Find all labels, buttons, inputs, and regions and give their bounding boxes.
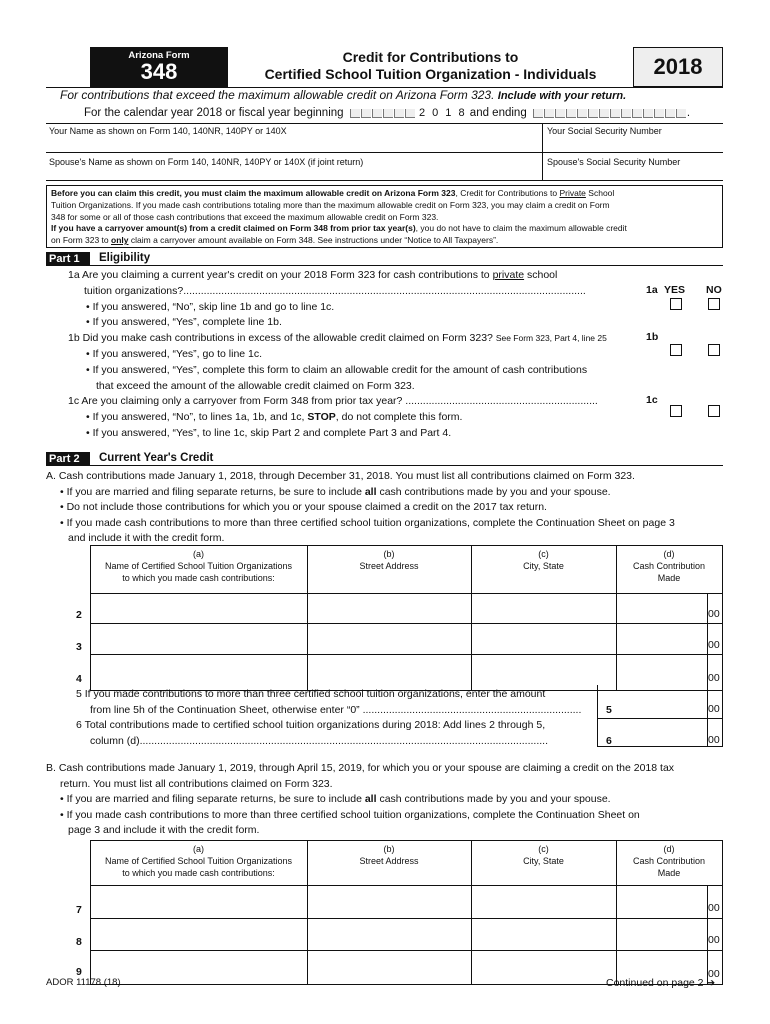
row7-amount-input[interactable] [617, 886, 707, 918]
row9-city-input[interactable] [472, 951, 616, 984]
title-line1: Credit for Contributions to [342, 49, 519, 65]
line-5-num: 5 [606, 704, 612, 716]
cents-7: 00 [708, 902, 720, 914]
your-name-field[interactable] [46, 124, 543, 153]
col-b-header: (b) Street Address [359, 549, 419, 571]
1c-no-checkbox[interactable] [708, 405, 720, 417]
part2-title: Current Year's Credit [99, 452, 214, 464]
row8-address-input[interactable] [308, 919, 471, 950]
part2-rule [46, 465, 723, 466]
form-title [228, 49, 633, 83]
cents-8: 00 [708, 934, 720, 946]
part2-tag: Part 2 [46, 452, 90, 466]
form-number-box [90, 47, 228, 87]
fiscal-year-digits: 2 0 1 8 [418, 107, 467, 119]
form-id-footer: ADOR 11178 (18) [46, 977, 121, 988]
cents-2: 00 [708, 608, 720, 620]
row3-org-input[interactable] [91, 624, 307, 654]
spouse-ssn-field[interactable] [543, 153, 723, 181]
yes-header: YES [664, 284, 686, 296]
row2-amount-input[interactable] [617, 594, 707, 623]
1b-no-checkbox[interactable] [708, 344, 720, 356]
row7-org-input[interactable] [91, 886, 307, 918]
form-number: 348 [140, 59, 178, 84]
and-ending-text: and ending [469, 107, 527, 119]
part1-questions: 1a Are you claiming a current year's credit on your 2018 Form 323 for cash contributions to private school tuition organizations?.......................................................................................................................................... • If you answered, “No”, skip line 1b and go to line 1c. • If you answered, “Yes”, complete line 1b. 1b Did you make cash contributions in excess of the allowable credit claimed on Form 323? See Form 323, Part 4, line 25 • If you answered, “Yes”, go to line 1c. • If you answered, “Yes”, complete this form to claim an allowable credit for the amount of cash contributions that exceed the amount of the allowable credit claimed on Form 323. 1c Are you claiming only a carryover from Form 348 from prior tax year? .................................................................. • If you answered, “No”, to lines 1a, 1b, and 1c, STOP, do not complete this form. • If you answered, “Yes”, to line 1c, skip Part 2 and complete Part 3 and Part 4. [68, 269, 607, 439]
line-7-num: 7 [76, 904, 82, 916]
col-a-header: (a) Name of Certified School Tuition Organizations to which you made cash contributions: [104, 549, 293, 583]
row3-city-input[interactable] [472, 624, 616, 654]
row2-city-input[interactable] [472, 594, 616, 623]
line-3-num: 3 [76, 641, 82, 653]
col-b-header-b: (b) Street Address [359, 844, 419, 866]
spouse-name-field[interactable] [46, 153, 543, 181]
row8-city-input[interactable] [472, 919, 616, 950]
lines-5-6: 5 If you made contributions to more than three certified school tuition organizations, enter the amount from line 5h of the Continuation Sheet, otherwise enter “0” ........................................................................... 6 Total contributions made to certified school tuition organizations during 2018: Add lines 2 through 5, column (d)............................................................................................................................................ [76, 688, 582, 747]
cents-4: 00 [708, 672, 720, 684]
spouse-name-label: Spouse's Name as shown on Form 140, 140NR, 140PY or 140X (if joint return) [49, 157, 364, 167]
year-box [633, 47, 723, 87]
your-ssn-label: Your Social Security Number [547, 126, 662, 136]
row4-amount-input[interactable] [617, 655, 707, 690]
1a-no-checkbox[interactable] [708, 298, 720, 310]
notice-box: Before you can claim this credit, you must claim the maximum allowable credit on Arizona Form 323, Credit for Contributions to Private School Tuition Organizations. If you made cash contributions totaling more than the maximum allowable credit on Form 323, you may claim a credit on Form 348 for some or all of those cash contributions that exceed the maximum allowable credit on Form 323. If you have a carryover amount(s) from a credit claimed on Form 348 from prior tax year(s), you do not have to claim the maximum allowable credit on Form 323 to only claim a carryover amount available on Form 348. See instructions under “Notice to All Taxpayers”. [46, 185, 723, 248]
title-line2: Certified School Tuition Organization - Individuals [264, 66, 597, 82]
cents-5: 00 [708, 703, 720, 715]
names-section [46, 123, 723, 181]
your-ssn-field[interactable] [543, 124, 723, 153]
part1-rule [46, 265, 723, 266]
col-c-header: (c) City, State [523, 549, 564, 571]
contributions-table-b [90, 840, 723, 986]
line5-amount-input[interactable] [610, 691, 707, 718]
row9-address-input[interactable] [308, 951, 471, 984]
form-label: Arizona Form [128, 50, 190, 61]
line-1c-ref: 1c [646, 394, 658, 406]
line-4-num: 4 [76, 673, 82, 685]
calendar-year-text: For the calendar year 2018 or fiscal year beginning [84, 107, 344, 119]
line6-amount-input[interactable] [610, 719, 707, 746]
col-d-header-b: (d) Cash Contribution Made [632, 844, 706, 878]
col-a-header-b: (a) Name of Certified School Tuition Organizations to which you made cash contributions: [104, 844, 293, 878]
1b-yes-checkbox[interactable] [670, 344, 682, 356]
continued-footer: Continued on page 2 ➔ [606, 977, 716, 989]
row2-address-input[interactable] [308, 594, 471, 623]
row9-org-input[interactable] [91, 951, 307, 984]
fiscal-begin-field[interactable] [350, 108, 416, 120]
row4-city-input[interactable] [472, 655, 616, 690]
col-d-header: (d) Cash Contribution Made [632, 549, 706, 583]
line-1a-ref: 1a [646, 284, 658, 296]
spouse-ssn-label: Spouse's Social Security Number [547, 157, 681, 167]
col-c-header-b: (c) City, State [523, 844, 564, 866]
fiscal-end-field[interactable] [533, 108, 687, 120]
section-a-intro: A. Cash contributions made January 1, 2018, through December 31, 2018. You must list all contributions claimed on Form 323. • If you are married and filing separate returns, be sure to include all cash contributions made by you and your spouse. • Do not include those contributions for which you or your spouse claimed a credit on the 2017 tax return. • If you made cash contributions to more than three certified school tuition organizations, complete the Continuation Sheet on page 3 and include it with the credit form. [46, 470, 675, 544]
section-b-intro: B. Cash contributions made January 1, 2019, through April 15, 2019, for which you or your spouse are claiming a credit on the 2018 tax return. You must list all contributions claimed on Form 323. • If you are married and filing separate returns, be sure to include all cash contributions made by you and your spouse. • If you made cash contributions to more than three certified school tuition organizations, complete the Continuation Sheet on page 3 and include it with the credit form. [46, 762, 675, 836]
your-name-label: Your Name as shown on Form 140, 140NR, 140PY or 140X [49, 126, 287, 136]
cents-3: 00 [708, 639, 720, 651]
1c-yes-checkbox[interactable] [670, 405, 682, 417]
line-9-num: 9 [76, 966, 82, 978]
line-1b-ref: 1b [646, 331, 659, 343]
part1-title: Eligibility [99, 252, 151, 264]
fiscal-year-row: For the calendar year 2018 or fiscal year beginning 2 0 1 8 and ending . [84, 107, 691, 119]
row8-amount-input[interactable] [617, 919, 707, 950]
row3-amount-input[interactable] [617, 624, 707, 654]
tax-year: 2018 [653, 54, 703, 79]
1a-yes-checkbox[interactable] [670, 298, 682, 310]
line-6-num: 6 [606, 735, 612, 747]
row7-city-input[interactable] [472, 886, 616, 918]
row8-org-input[interactable] [91, 919, 307, 950]
line-2-num: 2 [76, 609, 82, 621]
row4-org-input[interactable] [91, 655, 307, 690]
row2-org-input[interactable] [91, 594, 307, 623]
row3-address-input[interactable] [308, 624, 471, 654]
cents-6: 00 [708, 734, 720, 746]
part1-tag: Part 1 [46, 252, 90, 266]
subtitle: For contributions that exceed the maximum allowable credit on Arizona Form 323. Include with your return. [60, 88, 627, 102]
row4-address-input[interactable] [308, 655, 471, 690]
line-8-num: 8 [76, 936, 82, 948]
row7-address-input[interactable] [308, 886, 471, 918]
cents-9: 00 [708, 968, 720, 980]
no-header: NO [706, 284, 722, 296]
